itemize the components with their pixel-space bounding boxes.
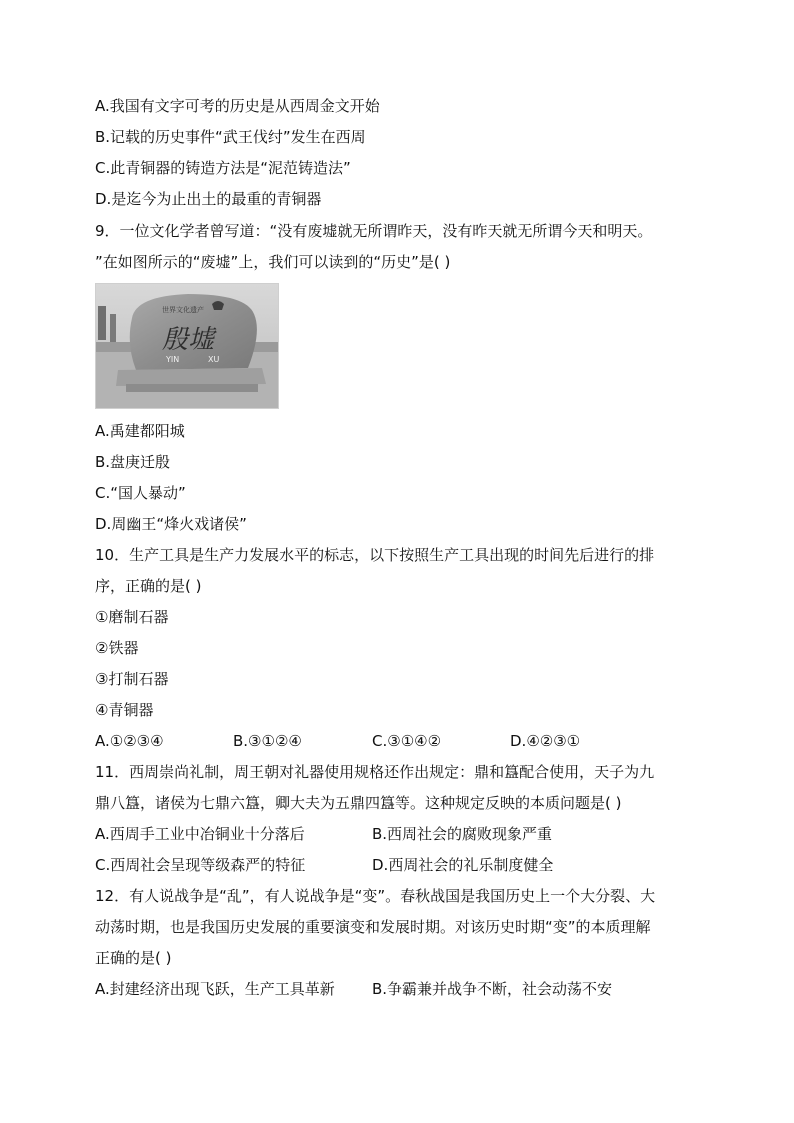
q11-option-a: A.西周手工业中冶铜业十分落后 bbox=[95, 825, 305, 843]
q10-item-1: ①磨制石器 bbox=[95, 608, 169, 626]
q10-item-4: ④青铜器 bbox=[95, 701, 154, 719]
stone-main-text: 殷墟 bbox=[162, 325, 215, 355]
q10-item-3: ③打制石器 bbox=[95, 670, 169, 688]
stone-pinyin-right: XU bbox=[208, 355, 220, 364]
q11-stem-line2: 鼎八簋，诸侯为七鼎六簋，卿大夫为五鼎四簋等。这种规定反映的本质问题是( ) bbox=[95, 794, 622, 812]
q10-option-d: D.④②③① bbox=[510, 732, 581, 750]
q9-option-a: A.禹建都阳城 bbox=[95, 422, 185, 440]
q11-option-d: D.西周社会的礼乐制度健全 bbox=[372, 856, 554, 874]
q10-item-2: ②铁器 bbox=[95, 639, 139, 657]
q10-option-b: B.③①②④ bbox=[233, 732, 302, 750]
q9-stem-line1: 9．一位文化学者曾写道：“没有废墟就无所谓昨天，没有昨天就无所谓今天和明天。 bbox=[95, 222, 653, 240]
q8-option-c: C.此青铜器的铸造方法是“泥范铸造法” bbox=[95, 159, 351, 177]
yinxu-stone-photo bbox=[95, 283, 279, 409]
q8-option-a: A.我国有文字可考的历史是从西周金文开始 bbox=[95, 97, 380, 115]
stone-top-text: 世界文化遗产 bbox=[162, 306, 204, 314]
q8-option-b: B.记载的历史事件“武王伐纣”发生在西周 bbox=[95, 128, 366, 146]
q12-stem-line3: 正确的是( ) bbox=[95, 949, 172, 967]
q9-stem-line2: ”在如图所示的“废墟”上，我们可以读到的“历史”是( ) bbox=[95, 253, 451, 271]
q9-option-b: B.盘庚迁殷 bbox=[95, 453, 171, 471]
q11-option-b: B.西周社会的腐败现象严重 bbox=[372, 825, 553, 843]
q11-option-c: C.西周社会呈现等级森严的特征 bbox=[95, 856, 306, 874]
q10-stem-line1: 10．生产工具是生产力发展水平的标志，以下按照生产工具出现的时间先后进行的排 bbox=[95, 546, 655, 564]
stone-pinyin-left: YIN bbox=[166, 355, 180, 364]
q12-option-a: A.封建经济出现飞跃，生产工具革新 bbox=[95, 980, 335, 998]
q12-stem-line2: 动荡时期，也是我国历史发展的重要演变和发展时期。对该历史时期“变”的本质理解 bbox=[95, 918, 651, 936]
q10-option-c: C.③①④② bbox=[372, 732, 442, 750]
q8-option-d: D.是迄今为止出土的最重的青铜器 bbox=[95, 190, 322, 208]
q9-option-d: D.周幽王“烽火戏诸侯” bbox=[95, 515, 247, 533]
q12-option-b: B.争霸兼并战争不断，社会动荡不安 bbox=[372, 980, 613, 998]
q10-option-a: A.①②③④ bbox=[95, 732, 164, 750]
q12-stem-line1: 12．有人说战争是“乱”，有人说战争是“变”。春秋战国是我国历史上一个大分裂、大 bbox=[95, 887, 656, 905]
q10-stem-line2: 序，正确的是( ) bbox=[95, 577, 202, 595]
q11-stem-line1: 11．西周崇尚礼制，周王朝对礼器使用规格还作出规定：鼎和簋配合使用，天子为九 bbox=[95, 763, 655, 781]
q9-option-c: C.“国人暴动” bbox=[95, 484, 186, 502]
